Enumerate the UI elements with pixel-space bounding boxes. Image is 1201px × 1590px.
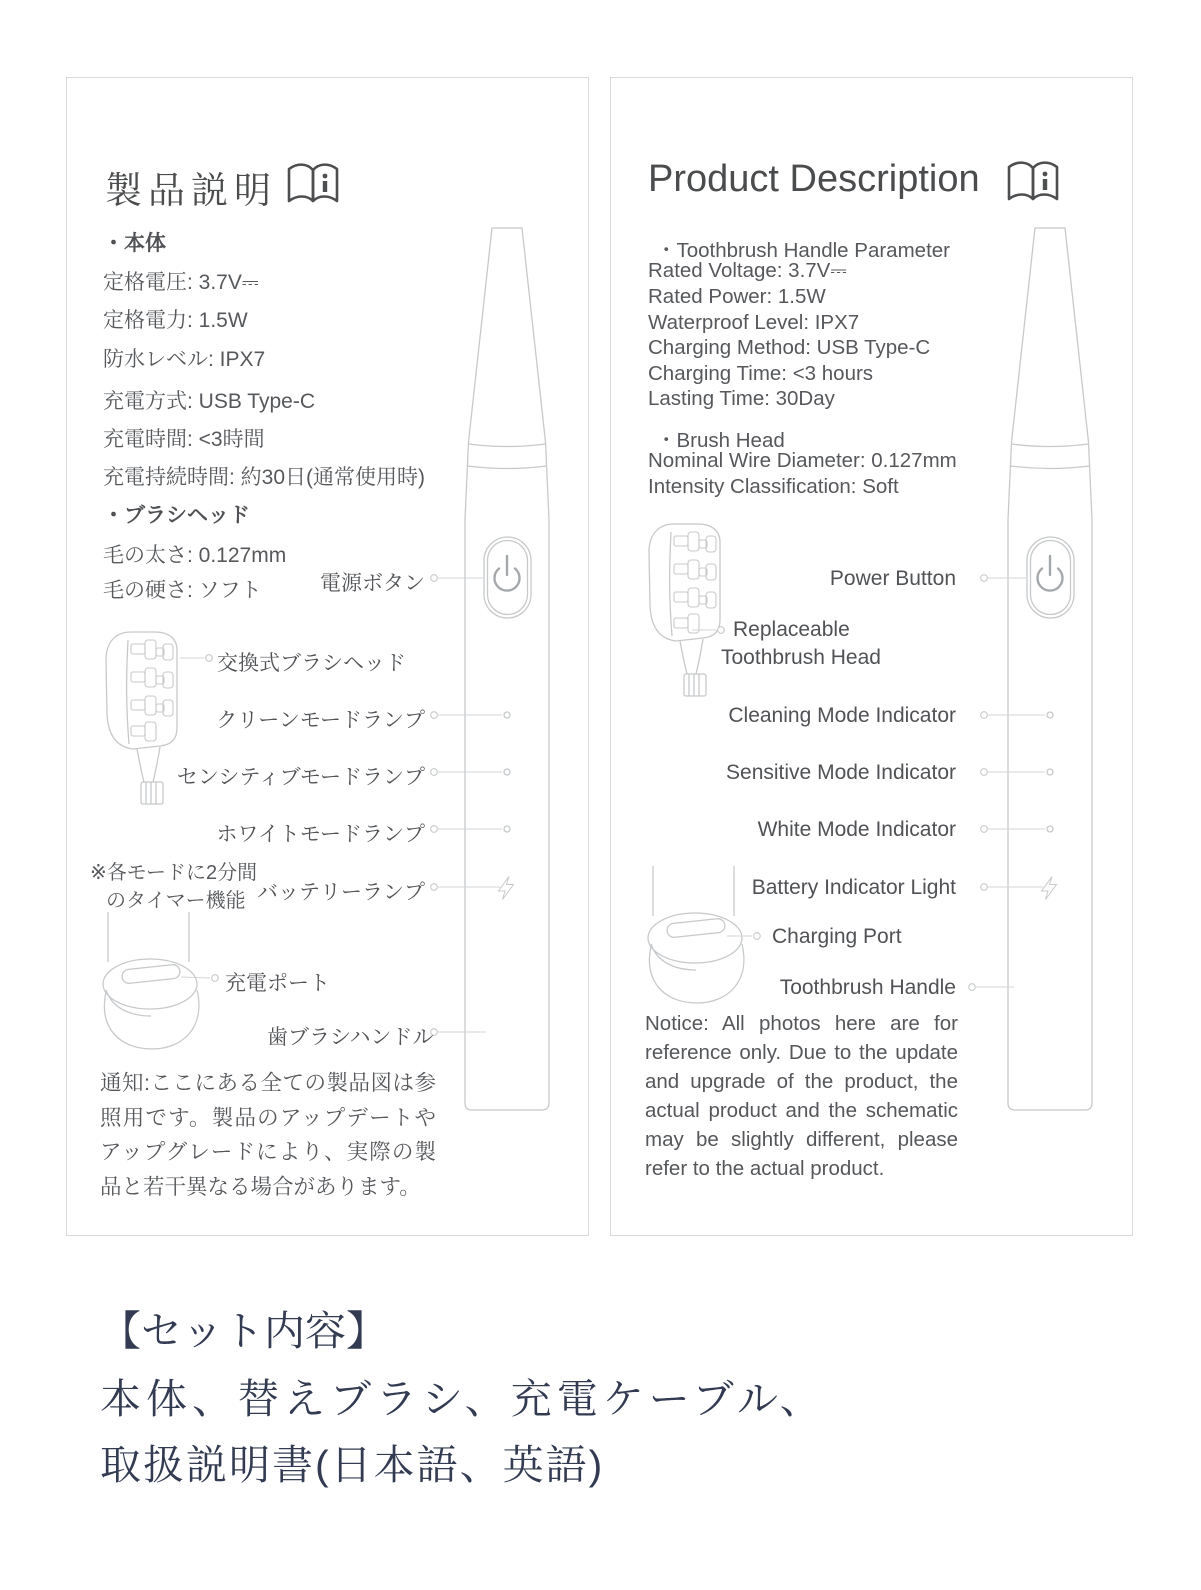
left-brushhead-header: ・ブラシヘッド xyxy=(103,504,250,527)
spec-rated-voltage-en: Rated Voltage: 3.7V⎓ xyxy=(648,259,847,282)
callout-charging-port-jp: 充電ポート xyxy=(225,972,330,995)
charging-base-illustration-left xyxy=(103,912,199,1049)
timer-note-line1: ※各モードに2分間 xyxy=(90,862,258,884)
callout-sensitive-mode-jp: センシティブモードランプ xyxy=(176,766,425,789)
right-handle-header: ・Toothbrush Handle Parameter xyxy=(656,239,950,262)
left-body-header: ・本体 xyxy=(103,232,166,255)
spec-waterproof-jp: 防水レベル: IPX7 xyxy=(103,348,266,371)
spec-rated-power-jp: 定格電力: 1.5W xyxy=(103,309,248,332)
spec-rated-power-en: Rated Power: 1.5W xyxy=(648,285,826,308)
set-contents-header: 【セット内容】 xyxy=(100,1308,387,1354)
spec-softness-jp: 毛の硬さ: ソフト xyxy=(103,579,262,602)
toothbrush-handle-illustration-left xyxy=(465,228,549,1110)
spec-rated-voltage-jp: 定格電圧: 3.7V⎓ xyxy=(103,271,259,294)
callout-handle-en: Toothbrush Handle xyxy=(779,976,956,999)
spec-lasting-time-jp: 充電持続時間: 約30日(通常使用時) xyxy=(103,466,426,489)
callout-white-mode-en: White Mode Indicator xyxy=(757,818,956,841)
spec-charging-time-en: Charging Time: <3 hours xyxy=(648,362,874,385)
set-contents-line3: 取扱説明書(日本語、英語) xyxy=(100,1442,605,1488)
callout-replaceable-line2-en: Toothbrush Head xyxy=(721,646,881,669)
spec-charging-method-en: Charging Method: USB Type-C xyxy=(648,336,931,359)
callout-power-button-en: Power Button xyxy=(829,567,956,590)
left-title: 製品説明 xyxy=(105,170,277,211)
callout-charging-port-en: Charging Port xyxy=(772,925,902,948)
right-title: Product Description xyxy=(648,158,980,200)
callout-white-mode-jp: ホワイトモードランプ xyxy=(216,823,425,846)
timer-note-line2: のタイマー機能 xyxy=(106,890,246,912)
spec-softness-en: Intensity Classification: Soft xyxy=(648,475,899,498)
callout-power-button-jp: 電源ボタン xyxy=(320,572,425,595)
spec-charging-method-jp: 充電方式: USB Type-C xyxy=(103,390,315,413)
callout-battery-lamp-jp: バッテリーランプ xyxy=(257,881,425,904)
toothbrush-handle-illustration-right xyxy=(1008,228,1092,1110)
set-contents-line2: 本体、替えブラシ、充電ケーブル、 xyxy=(100,1376,826,1422)
brush-head-illustration-left xyxy=(106,632,177,804)
charging-base-illustration-right xyxy=(648,866,744,1003)
manual-book-icon-left xyxy=(289,165,337,201)
right-notice: Notice: All photos here are for reference only. Due to the update and upgrade of the product, the actual product and the schematic may be slightly different, please refer to the actual product. xyxy=(645,1012,958,1180)
spec-lasting-time-en: Lasting Time: 30Day xyxy=(648,387,835,410)
left-notice: 通知:ここにある全ての製品図は参照用です。製品のアップデートやアップグレードにより、実際の製品と若干異なる場合があります。 xyxy=(100,1071,436,1199)
spec-waterproof-en: Waterproof Level: IPX7 xyxy=(648,311,860,334)
brush-head-illustration-right xyxy=(649,524,720,696)
right-brushhead-header: ・Brush Head xyxy=(656,429,785,452)
spec-charging-time-jp: 充電時間: <3時間 xyxy=(103,428,265,451)
callout-handle-jp: 歯ブラシハンドル xyxy=(267,1026,434,1049)
callout-replaceable-line1-en: Replaceable xyxy=(733,618,850,641)
callout-clean-mode-en: Cleaning Mode Indicator xyxy=(728,704,956,727)
callout-battery-light-en: Battery Indicator Light xyxy=(751,876,956,899)
manual-book-icon-right xyxy=(1009,163,1057,199)
callout-replaceable-head-jp: 交換式ブラシヘッド xyxy=(217,652,406,675)
callout-sensitive-mode-en: Sensitive Mode Indicator xyxy=(726,761,956,784)
spec-wire-diameter-en: Nominal Wire Diameter: 0.127mm xyxy=(648,449,957,472)
spec-wire-diameter-jp: 毛の太さ: 0.127mm xyxy=(103,544,287,567)
callout-clean-mode-jp: クリーンモードランプ xyxy=(216,709,425,732)
